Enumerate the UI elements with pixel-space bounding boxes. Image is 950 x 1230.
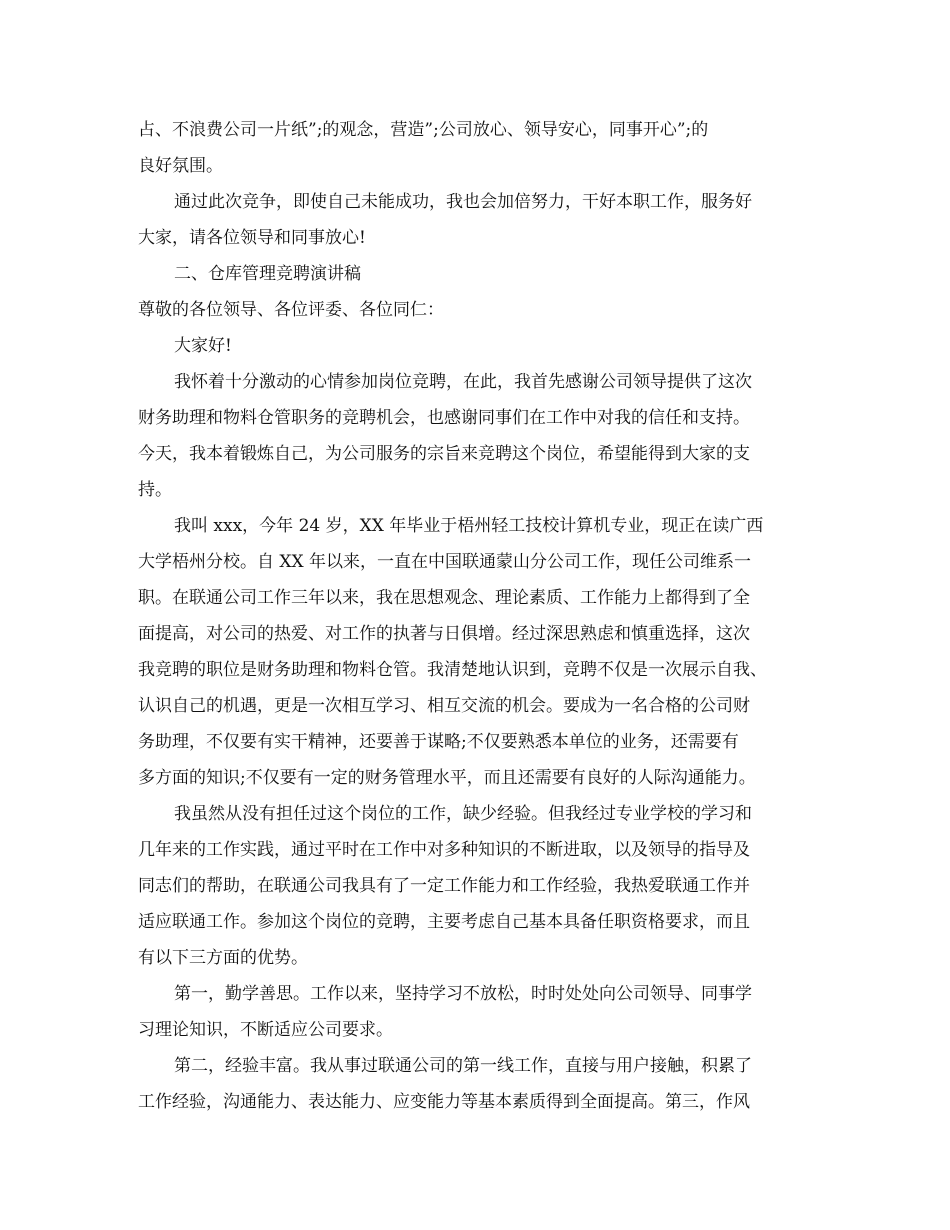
text-line: 通过此次竞争，即使自己未能成功，我也会加倍努力，干好本职工作，服务好 — [174, 192, 752, 212]
document-body — [138, 112, 818, 1120]
text-line: 今天，我本着锻炼自己，为公司服务的宗旨来竞聘这个岗位，希望能得到大家的支 — [138, 444, 750, 464]
text-line: 认识自己的机遇，更是一次相互学习、相互交流的机会。要成为一名合格的公司财 — [138, 696, 750, 716]
text-line: 务助理，不仅要有实干精神，还要善于谋略;不仅要熟悉本单位的业务，还需要有 — [138, 732, 739, 752]
text-line: 财务助理和物料仓管职务的竞聘机会，也感谢同事们在工作中对我的信任和支持。 — [138, 408, 750, 428]
text-line: 同志们的帮助，在联通公司我具有了一定工作能力和工作经验，我热爱联通工作并 — [138, 876, 750, 896]
text-line: 占、不浪费公司一片纸”;的观念，营造”;公司放心、领导安心，同事开心”;的 — [138, 120, 709, 140]
text-line: 大家，请各位领导和同事放心! — [138, 228, 366, 248]
text-line: 我怀着十分激动的心情参加岗位竞聘，在此，我首先感谢公司领导提供了这次 — [174, 372, 752, 392]
text-line: 几年来的工作实践，通过平时在工作中对多种知识的不断进取，以及领导的指导及 — [138, 840, 750, 860]
text-line: 我虽然从没有担任过这个岗位的工作，缺少经验。但我经过专业学校的学习和 — [174, 804, 752, 824]
text-line: 第一，勤学善思。工作以来，坚持学习不放松，时时处处向公司领导、同事学 — [174, 984, 752, 1004]
text-line: 适应联通工作。参加这个岗位的竞聘，主要考虑自己基本具备任职资格要求，而且 — [138, 912, 750, 932]
greeting: 大家好! — [174, 336, 232, 356]
text-line: 第二，经验丰富。我从事过联通公司的第一线工作，直接与用户接触，积累了 — [174, 1056, 752, 1076]
text-line: 面提高，对公司的热爱、对工作的执著与日俱增。经过深思熟虑和慎重选择，这次 — [138, 624, 750, 644]
salutation: 尊敬的各位领导、各位评委、各位同仁： — [138, 300, 444, 320]
text-line: 良好氛围。 — [138, 156, 223, 176]
text-line: 我叫 xxx，今年 24 岁，XX 年毕业于梧州轻工技校计算机专业，现正在读广西 — [174, 516, 764, 536]
text-line: 大学梧州分校。自 XX 年以来，一直在中国联通蒙山分公司工作，现任公司维系一 — [138, 552, 752, 572]
text-line: 职。在联通公司工作三年以来，我在思想观念、理论素质、工作能力上都得到了全 — [138, 588, 750, 608]
text-line: 我竞聘的职位是财务助理和物料仓管。我清楚地认识到，竞聘不仅是一次展示自我、 — [138, 660, 767, 680]
section-heading: 二、仓库管理竞聘演讲稿 — [174, 264, 361, 284]
text-line: 习理论知识，不断适应公司要求。 — [138, 1020, 393, 1040]
text-line: 多方面的知识;不仅要有一定的财务管理水平，而且还需要有良好的人际沟通能力。 — [138, 768, 756, 788]
text-line: 持。 — [138, 480, 172, 500]
text-line: 工作经验，沟通能力、表达能力、应变能力等基本素质得到全面提高。第三，作风 — [138, 1092, 750, 1112]
text-line: 有以下三方面的优势。 — [138, 948, 308, 968]
